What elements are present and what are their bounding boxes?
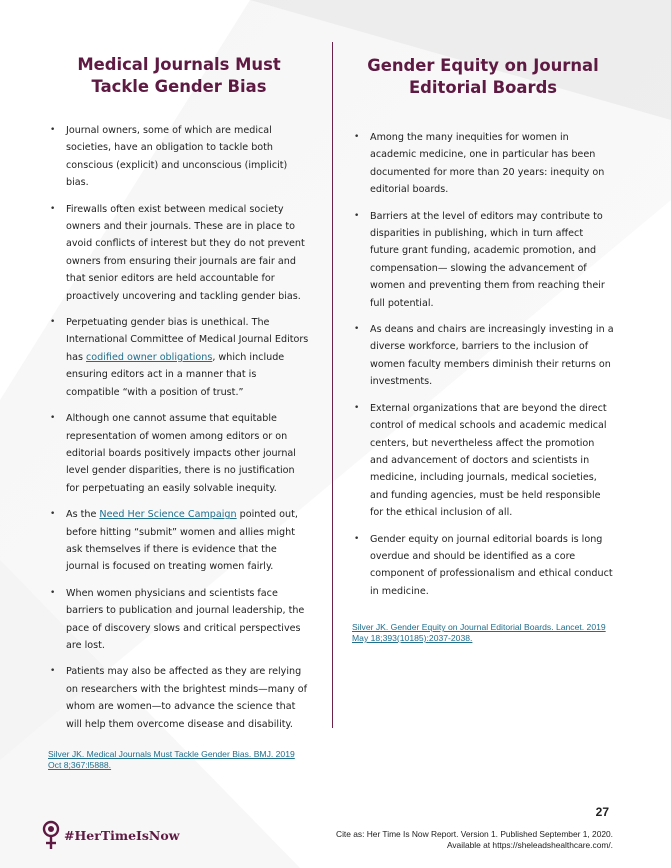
list-item: • Journal owners, some of which are medical societies, have an obligation to tackle both conscious (explicit) and unconscious (implicit) bias. [48, 122, 310, 192]
bullet-icon: • [50, 317, 56, 328]
woman-symbol-icon [42, 820, 60, 850]
brand-footer [42, 820, 179, 850]
bullet-icon: • [50, 203, 56, 214]
list-item: • Patients may also be affected as they are relying on researchers with the brightest minds—many of whom are women—to advance the science that will help them overcome disease and disability. [48, 663, 310, 733]
page-number: 27 [595, 805, 609, 819]
right-column [352, 55, 614, 644]
list-item: • External organizations that are beyond the direct control of medical schools and academic medical centers, but nevertheless affect the promotion and advancement of doctors and scientists in medicine, including journals, medical societies, and funding agencies, must be held responsible for the ethical inclusion of all. [352, 400, 614, 522]
list-item: • As deans and chairs are increasingly investing in a diverse workforce, barriers to the inclusion of women faculty members diminish their returns on investments. [352, 321, 614, 391]
list-item: • Among the many inequities for women in academic medicine, one in particular has been documented for more than 20 years: inequity on editorial boards. [352, 129, 614, 199]
list-item: • Firewalls often exist between medical society owners and their journals. These are in place to avoid conflicts of interest but they do not prevent owners from ensuring their journals are fair and that senior editors are held accountable for proactively uncovering and tackling gender bias. [48, 201, 310, 305]
need-her-science-campaign-link[interactable]: Need Her Science Campaign [99, 509, 237, 521]
cite-as-note [336, 829, 613, 851]
left-column [48, 54, 310, 771]
cite-as-line: Cite as: Her Time Is Now Report. Version 1. Published September 1, 2020. [336, 829, 613, 839]
brand-hashtag: #HerTimeIsNow [64, 827, 180, 843]
right-bullet-list [352, 129, 614, 600]
bullet-icon: • [354, 132, 360, 142]
left-heading: Medical Journals Must Tackle Gender Bias [77, 55, 281, 96]
bullet-icon: • [50, 587, 56, 598]
bullet-icon: • [354, 210, 360, 221]
bullet-icon: • [50, 125, 56, 135]
bullet-icon: • [50, 509, 56, 520]
list-item: • When women physicians and scientists face barriers to publication and journal leadership, the pace of discovery slows and critical perspectives are lost. [48, 585, 310, 655]
list-item: • As the Need Her Science Campaign pointed out, before hitting “submit” women and allies might ask themselves if there is evidence that the journal is focused on treating women fairly. [48, 506, 310, 576]
list-item: • Barriers at the level of editors may contribute to disparities in publishing, which in turn affect future grant funding, academic promotion, and compensation— slowing the advancement of women and preventing them from reaching their full potential. [352, 208, 614, 312]
left-bullet-list [48, 122, 310, 733]
bullet-icon: • [354, 533, 360, 544]
list-item: • Although one cannot assume that equitable representation of women among editors or on editorial boards positively impacts other journal level gender disparities, there is no justification for perpetuating an easily solvable inequity. [48, 410, 310, 497]
cite-as-url-line: Available at https://sheleadshealthcare.com/. [446, 840, 613, 850]
list-item: • Gender equity on journal editorial boards is long overdue and should be identified as a core component of professionalism and ethical conduct in medicine. [352, 531, 614, 601]
right-citation-link[interactable]: Silver JK. Gender Equity on Journal Editorial Boards. Lancet. 2019 May 18;393(10185):2037-2038. [352, 622, 606, 644]
column-divider [332, 42, 333, 728]
right-heading: Gender Equity on Journal Editorial Boards [367, 56, 599, 97]
bullet-icon: • [50, 666, 56, 677]
list-item: • Perpetuating gender bias is unethical. The International Committee of Medical Journal Editors has codified owner obligations, which include ensuring editors act in a manner that is compatible “with a position of trust.” [48, 314, 310, 401]
codified-owner-obligations-link[interactable]: codified owner obligations [86, 351, 213, 363]
bullet-icon: • [354, 402, 360, 413]
bullet-icon: • [50, 413, 56, 424]
left-citation-link[interactable]: Silver JK. Medical Journals Must Tackle Gender Bias. BMJ. 2019 Oct 8;367:l5888. [48, 749, 295, 770]
bullet-icon: • [354, 324, 360, 335]
